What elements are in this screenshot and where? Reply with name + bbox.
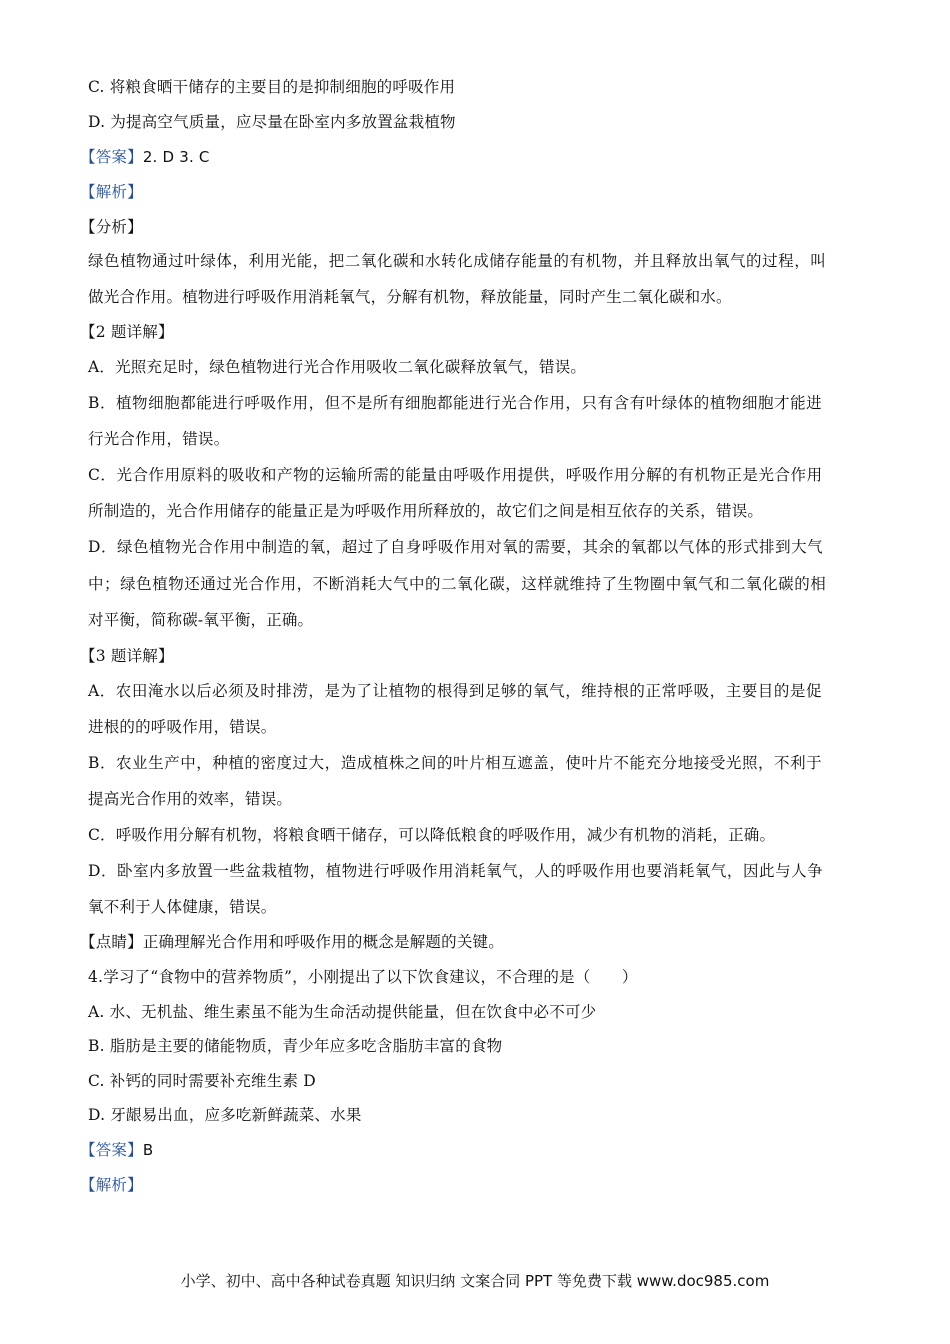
paragraph-line: B．农业生产中，种植的密度过大，造成植株之间的叶片相互遮盖，使叶片不能充分地接受光照，不利于 <box>88 754 823 772</box>
fenxi-label: 【分析】 <box>80 218 143 236</box>
analysis-label: 【解析】 <box>80 183 143 201</box>
paragraph-line: C．光合作用原料的吸收和产物的运输所需的能量由呼吸作用提供，呼吸作用分解的有机物正是光合作用 <box>88 466 823 484</box>
answer-value: 2. D 3. C <box>142 148 210 166</box>
paragraph-line: 氧不利于人体健康，错误。 <box>88 898 277 916</box>
paragraph-line: 对平衡，简称碳-氧平衡，正确。 <box>88 611 314 629</box>
answer-value: B <box>142 1141 154 1159</box>
answer-label: 【答案】 <box>80 148 143 166</box>
option-c: C. 将粮食晒干储存的主要目的是抑制细胞的呼吸作用 <box>88 78 456 96</box>
detail2-label: 【2 题详解】 <box>80 323 174 341</box>
paragraph-line: 中；绿色植物还通过光合作用，不断消耗大气中的二氧化碳，这样就维持了生物圈中氧气和二氧化碳的相 <box>88 575 827 593</box>
paragraph-line: 行光合作用，错误。 <box>88 430 230 448</box>
paragraph-line: C．呼吸作用分解有机物，将粮食晒干储存，可以降低粮食的呼吸作用，减少有机物的消耗，正确。 <box>88 826 776 844</box>
detail3-label: 【3 题详解】 <box>80 647 174 665</box>
paragraph-line: D．绿色植物光合作用中制造的氧，超过了自身呼吸作用对氧的需要，其余的氧都以气体的形式排到大气 <box>88 538 824 556</box>
paragraph-line: B．植物细胞都能进行呼吸作用，但不是所有细胞都能进行光合作用，只有含有叶绿体的植物细胞才能进 <box>88 394 823 412</box>
paragraph-line: 所制造的，光合作用储存的能量正是为呼吸作用所释放的，故它们之间是相互依存的关系，错误。 <box>88 502 764 520</box>
paragraph-line: 进根的的呼吸作用，错误。 <box>88 718 277 736</box>
dianjing-line <box>80 931 860 953</box>
answer-label: 【答案】 <box>80 1141 143 1159</box>
dianjing-label: 【点睛】 <box>80 933 143 951</box>
paragraph-line: 绿色植物通过叶绿体，利用光能，把二氧化碳和水转化成储存能量的有机物，并且释放出氧气的过程，叫 <box>88 252 827 270</box>
paragraph-line: 做光合作用。植物进行呼吸作用消耗氧气，分解有机物，释放能量，同时产生二氧化碳和水。 <box>88 288 732 306</box>
answer-line <box>80 146 860 168</box>
dianjing-text: 正确理解光合作用和呼吸作用的概念是解题的关键。 <box>142 933 504 951</box>
analysis-label: 【解析】 <box>80 1176 143 1194</box>
option-b: B. 脂肪是主要的储能物质，青少年应多吃含脂肪丰富的食物 <box>88 1037 503 1055</box>
option-a: A. 水、无机盐、维生素虽不能为生命活动提供能量，但在饮食中必不可少 <box>88 1003 597 1021</box>
paragraph-line: 提高光合作用的效率，错误。 <box>88 790 293 808</box>
option-d: D. 牙龈易出血，应多吃新鲜蔬菜、水果 <box>88 1106 362 1124</box>
question-4: 4.学习了“食物中的营养物质”，小刚提出了以下饮食建议，不合理的是（ ） <box>88 968 638 986</box>
page-footer: 小学、初中、高中各种试卷真题 知识归纳 文案合同 PPT 等免费下载 www.doc985.com <box>180 1272 770 1290</box>
paragraph-line: D．卧室内多放置一些盆栽植物，植物进行呼吸作用消耗氧气，人的呼吸作用也要消耗氧气，因此与人争 <box>88 862 824 880</box>
paragraph-line: A．光照充足时，绿色植物进行光合作用吸收二氧化碳释放氧气，错误。 <box>88 358 587 376</box>
option-d: D. 为提高空气质量，应尽量在卧室内多放置盆栽植物 <box>88 113 456 131</box>
option-c: C. 补钙的同时需要补充维生素 D <box>88 1072 316 1090</box>
answer-line <box>80 1139 860 1161</box>
paragraph-line: A．农田淹水以后必须及时排涝，是为了让植物的根得到足够的氧气，维持根的正常呼吸，主要目的是促 <box>88 682 822 700</box>
